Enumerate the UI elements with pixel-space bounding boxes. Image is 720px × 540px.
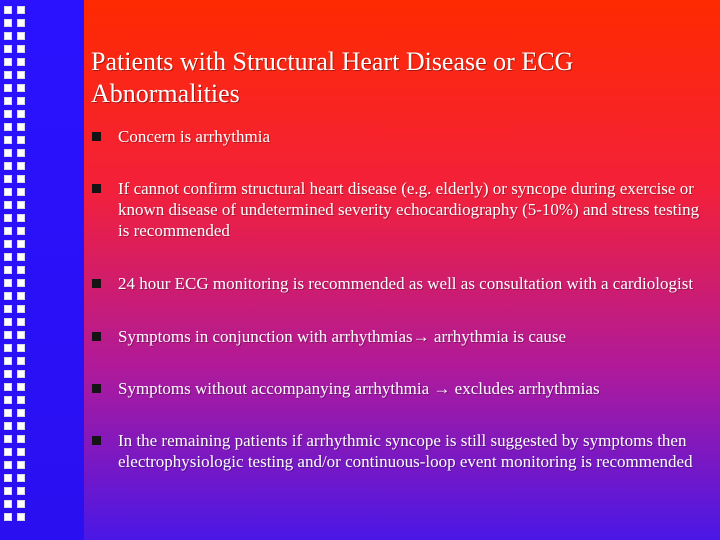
decorative-square [4,149,12,157]
bullet-text: Symptoms without accompanying arrhythmia → excludes arrhythmias [118,379,600,398]
decorative-square [17,71,25,79]
bullet-text: Concern is arrhythmia [118,127,271,146]
bullet-item [90,378,700,399]
decorative-square [4,513,12,521]
square-bullet-icon [92,384,101,393]
decorative-square [4,97,12,105]
decorative-square [4,227,12,235]
decorative-square [4,331,12,339]
decorative-square [17,32,25,40]
decorative-square [4,253,12,261]
decorative-square [17,318,25,326]
decorative-square [4,357,12,365]
decorative-square [17,240,25,248]
decorative-square [4,318,12,326]
decorative-square [4,370,12,378]
decorative-square [17,383,25,391]
decorative-square [17,6,25,14]
decorative-square [4,409,12,417]
decorative-square [17,305,25,313]
decorative-square [4,201,12,209]
decorative-square [4,110,12,118]
decorative-square [4,84,12,92]
decorative-square [4,383,12,391]
decorative-square [17,409,25,417]
decorative-square [17,175,25,183]
decorative-square [4,461,12,469]
decorative-square [4,240,12,248]
bullet-item [90,126,700,147]
decorative-square [4,71,12,79]
decorative-square [17,279,25,287]
decorative-square [4,6,12,14]
decorative-square [17,500,25,508]
decorative-square [17,370,25,378]
decorative-square [17,344,25,352]
decorative-square [17,266,25,274]
bullet-item [90,326,700,347]
decorative-square [4,396,12,404]
decorative-square [4,344,12,352]
decorative-square [17,110,25,118]
decorative-square [4,292,12,300]
decorative-square [17,474,25,482]
decorative-square [17,461,25,469]
decorative-square [17,84,25,92]
decorative-square [17,227,25,235]
bullet-item [90,273,700,294]
decorative-square [4,266,12,274]
square-bullet-icon [92,132,101,141]
square-pattern [4,6,25,521]
decorative-square [4,123,12,131]
decorative-square [17,396,25,404]
decorative-square [17,201,25,209]
bullet-item [90,430,700,472]
decorative-square [17,123,25,131]
decorative-square [17,136,25,144]
decorative-square [17,435,25,443]
decorative-square [4,136,12,144]
bullet-item [90,178,700,241]
decorative-square [17,357,25,365]
decorative-square [4,19,12,27]
decorative-square [17,448,25,456]
square-bullet-icon [92,436,101,445]
decorative-square [4,422,12,430]
decorative-square [4,162,12,170]
decorative-square [4,45,12,53]
decorative-square [17,513,25,521]
decorative-square [17,188,25,196]
decorative-square [4,214,12,222]
square-bullet-icon [92,332,101,341]
decorative-square [17,149,25,157]
decorative-square [4,32,12,40]
decorative-square [17,45,25,53]
decorative-square [17,422,25,430]
decorative-square [4,58,12,66]
decorative-square [17,253,25,261]
decorative-square [4,305,12,313]
square-bullet-icon [92,184,101,193]
decorative-square [17,19,25,27]
decorative-square [17,214,25,222]
decorative-square [4,500,12,508]
decorative-square [4,175,12,183]
decorative-square [4,279,12,287]
decorative-square [17,292,25,300]
decorative-square [17,58,25,66]
decorative-square [17,97,25,105]
left-decorative-band [0,0,84,540]
decorative-square [17,331,25,339]
decorative-square [4,487,12,495]
bullet-text: 24 hour ECG monitoring is recommended as well as consultation with a cardiologist [118,274,694,293]
bullet-text: Symptoms in conjunction with arrhythmias→ arrhythmia is cause [118,327,567,346]
decorative-square [4,435,12,443]
decorative-square [4,448,12,456]
bullet-text: In the remaining patients if arrhythmic syncope is still suggested by symptoms then electrophysiologic testing and/or continuous-loop event monitoring is recommended [118,431,693,471]
square-bullet-icon [92,279,101,288]
decorative-square [17,487,25,495]
bullet-text: If cannot confirm structural heart disease (e.g. elderly) or syncope during exercise or known disease of undetermined severity echocardiography (5-10%) and stress testing is recommended [118,179,700,240]
decorative-square [4,474,12,482]
slide-title: Patients with Structural Heart Disease or ECG Abnormalities [91,47,574,108]
decorative-square [4,188,12,196]
bullet-list [90,126,700,472]
decorative-square [17,162,25,170]
